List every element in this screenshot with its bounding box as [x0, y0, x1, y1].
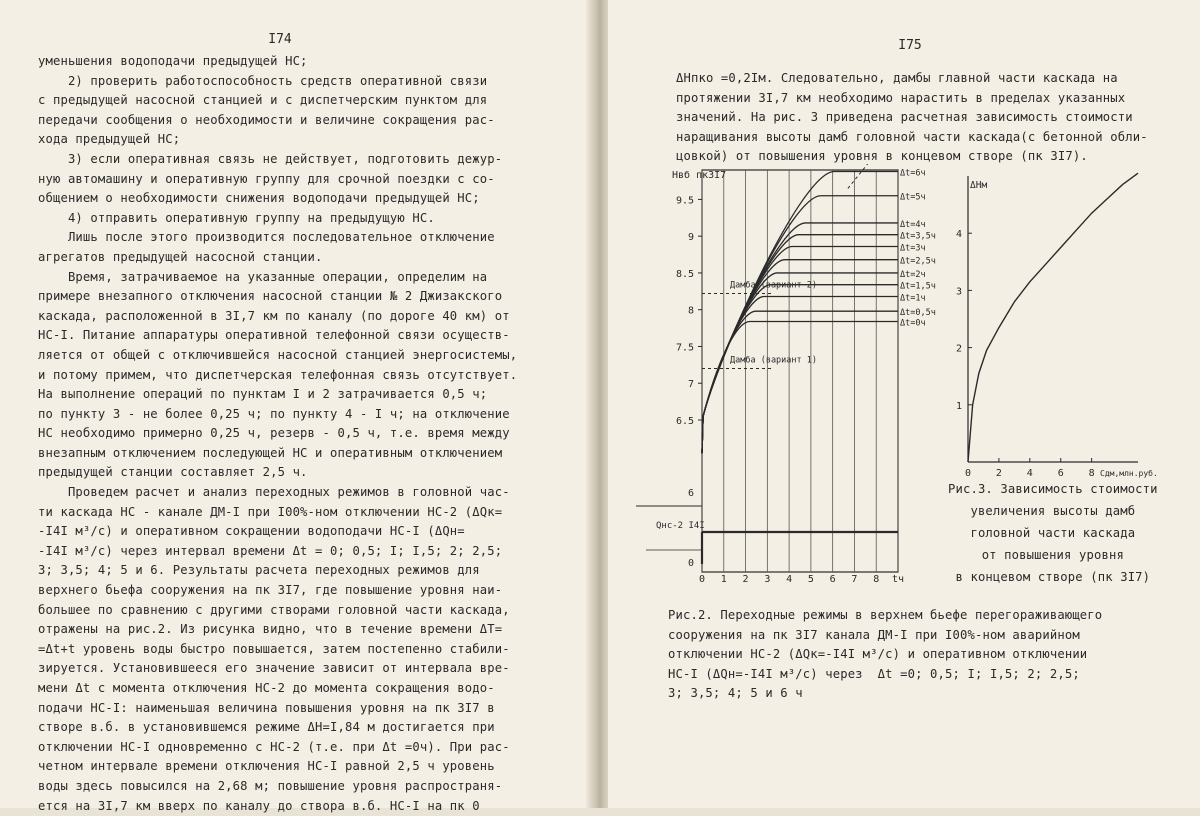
text-line: ΔHпко =0,2Iм. Следовательно, дамбы главной части каскада на [676, 71, 1118, 85]
y-tick-label: 7.5 [675, 342, 694, 354]
series-line [702, 311, 898, 453]
series-label: Δt=2,5ч [900, 256, 936, 267]
envelope-dashed-line [848, 164, 868, 188]
x-tick-label: 8 [1088, 468, 1095, 479]
text-line: наращивания высоты дамб головной части каскада(с бетонной обли- [676, 129, 1148, 144]
text-line: Рис.3. Зависимость стоимости [948, 482, 1158, 496]
text-line: общением о необходимости снижения водоподачи предыдущей НС; [38, 191, 480, 206]
y-tick-label: 6.5 [675, 416, 694, 427]
text-line: зируется. Установившееся его значение зависит от интервала вре- [38, 661, 510, 676]
text-line: ную автомашину и оперативную группу для срочной поездки с со- [38, 171, 495, 186]
series-label: Δt=0,5ч [900, 308, 936, 319]
series-label: Δt=6ч [900, 168, 926, 179]
y-tick-label: 9.5 [675, 195, 694, 207]
text-line: головной части каскада [970, 526, 1136, 540]
text-line: по пункту 3 - не более 0,25 ч; по пункту 4 - I ч; на отключение [38, 406, 510, 421]
series-label: Δt=5ч [900, 192, 926, 203]
x-tick-label: 6 [829, 574, 836, 585]
text-line: значений. На рис. 3 приведена расчетная зависимость стоимости [676, 110, 1133, 125]
text-line: створе в.б. в установившемся режиме ΔH=I,84 м достигается при [38, 720, 495, 735]
text-line: и потому примем, что диспетчерская телефонная связь отсутствует. [38, 367, 518, 382]
text-line: протяжении 3I,7 км необходимо нарастить в пределах указанных [676, 90, 1126, 105]
text-line: ти каскада НС - канале ДМ-I при I00%-ном отключении НС-2 (ΔQк= [38, 504, 503, 519]
y-tick-label: 2 [955, 343, 962, 355]
text-line: Рис.2. Переходные режимы в верхнем бьефе перегораживающего [668, 608, 1103, 622]
series-label: Δt=1ч [900, 293, 926, 304]
y-tick-label: 8 [687, 305, 694, 317]
lower-panel-label: Qнс-2 I4I [656, 521, 705, 531]
text-line: ляется от общей с отключившейся насосной станцией энергосистемы, [38, 347, 518, 362]
y-tick-label: 3 [955, 286, 962, 298]
x-tick-label: 8 [873, 574, 880, 585]
x-axis-label: Сдм,млн.руб. [1100, 469, 1158, 478]
text-line: мени Δt с момента отключения НС-2 до момента сокращения водо- [38, 681, 495, 695]
x-tick-label: 1 [720, 574, 727, 585]
text-line: отключении НС-I одновременно с НС-2 (т.е. при Δt =0ч). При рас- [38, 739, 510, 754]
fig3-chart [938, 162, 1158, 482]
y-axis-label: ΔHм [970, 180, 988, 191]
text-line: верхнего бьефа сооружения на пк 3I7, где повышение уровня наи- [38, 583, 503, 598]
text-line: большее по сравнению с другими створами головной части каскада, [38, 602, 510, 617]
plot-frame [702, 170, 898, 572]
fig2-caption [668, 606, 1102, 704]
text-line: каскада, расположенной в 3I,7 км по каналу (по дороге 40 км) от [38, 308, 510, 323]
x-tick-label: 2 [995, 468, 1002, 479]
text-line: НС-I (ΔQн=-I4I м³/с) через Δt =0; 0,5; I; I,5; 2; 2,5; [668, 666, 1080, 681]
text-line: Лишь после этого производится последовательное отключение [38, 230, 495, 245]
page-number: I75 [898, 38, 922, 53]
x-tick-label: tч [891, 574, 905, 585]
x-tick-label: 4 [1026, 468, 1033, 479]
y-axis-label: Hвб пк3I7 [672, 170, 727, 181]
left-page-body [38, 52, 517, 816]
text-line: -I4I м³/с) через интервал времени Δt = 0; 0,5; I; I,5; 2; 2,5; [38, 543, 503, 558]
text-line: четном интервале времени отключения НС-I равной 2,5 ч уровень [38, 759, 495, 774]
text-line: 2) проверить работоспособность средств оперативной связи [38, 73, 488, 88]
text-line: 3) если оперативная связь не действует, подготовить дежур- [38, 151, 503, 166]
text-line: уменьшения водоподачи предыдущей НС; [38, 54, 308, 68]
dam-label: Дамба (вариант 1) [730, 355, 817, 366]
text-line: увеличения высоты дамб [970, 504, 1136, 518]
x-tick-label: 0 [698, 574, 706, 585]
cost-curve [968, 173, 1138, 462]
x-tick-label: 3 [764, 574, 771, 585]
y-tick-label: 7 [687, 379, 694, 391]
text-line: отражены на рис.2. Из рисунка видно, что в течение времени ΔT= [38, 622, 503, 637]
text-line: 3; 3,5; 4; 5 и 6 ч [668, 686, 803, 701]
text-line: в концевом створе (пк 3I7) [955, 570, 1151, 584]
series-label: Δt=4ч [900, 219, 926, 230]
x-tick-label: 0 [964, 468, 972, 479]
text-line: внезапным отключением последующей НС и оперативным отключением [38, 445, 503, 460]
left-page [0, 0, 592, 813]
series-line [702, 321, 898, 453]
text-line: подачи НС-I: наименьшая величина повышения уровня на пк 3I7 в [38, 700, 495, 715]
text-line: =Δt+t уровень воды быстро повышается, затем постепенно стабили- [38, 641, 510, 656]
text-line: агрегатов предыдущей насосной станции. [38, 249, 323, 264]
y-tick-label: 8.5 [675, 268, 694, 280]
text-line: НС необходимо примерно 0,25 ч, резерв - 0,5 ч, т.е. время между [38, 426, 510, 441]
text-line: с предыдущей насосной станцией и с диспетчерским пунктом для [38, 93, 488, 108]
text-line: -I4I м³/с) и оперативном сокращении водоподачи НС-I (ΔQн= [38, 524, 465, 539]
text-line: от повышения уровня [981, 548, 1124, 562]
series-line [702, 285, 898, 453]
text-line: ется на 3I,7 км вверх по каналу до створа в.б. НС-I на пк 0 [38, 798, 480, 813]
x-tick-label: 4 [786, 574, 793, 585]
series-label: Δt=3,5ч [900, 231, 936, 242]
page-number: I74 [268, 32, 292, 47]
series-line [702, 171, 898, 453]
text-line: НС-I. Питание аппаратуры оперативной телефонной связи осуществ- [38, 328, 510, 343]
text-line: 3; 3,5; 4; 5 и 6. Результаты расчета переходных режимов для [38, 563, 480, 578]
text-line: примере внезапного отключения насосной станции № 2 Джизакского [38, 289, 503, 304]
text-line: предыдущей станции составляет 2,5 ч. [38, 465, 308, 480]
fig3-caption [948, 478, 1158, 588]
text-line: передачи сообщения о необходимости и величине сокращения рас- [38, 112, 495, 127]
text-line: хода предыдущей НС; [38, 132, 181, 147]
series-line [702, 296, 898, 453]
right-page [608, 0, 1200, 808]
right-page-body [676, 69, 1148, 167]
fig2-chart [626, 162, 946, 585]
series-line [702, 246, 898, 453]
x-tick-label: 2 [742, 574, 749, 585]
y-tick-label: 9 [687, 232, 694, 244]
series-label: Δt=1,5ч [900, 281, 936, 292]
y-tick-label: 6 [687, 488, 694, 499]
lower-panel-tick: 0 [687, 558, 694, 569]
series-label: Δt=2ч [900, 269, 926, 280]
x-tick-label: 6 [1057, 468, 1064, 479]
text-line: Время, затрачиваемое на указанные операции, определим на [38, 269, 488, 284]
y-tick-label: 1 [955, 400, 962, 412]
x-tick-label: 7 [851, 574, 858, 585]
text-line: На выполнение операций по пунктам I и 2 затрачивается 0,5 ч; [38, 387, 488, 402]
text-line: Проведем расчет и анализ переходных режимов в головной час- [38, 485, 510, 500]
text-line: 4) отправить оперативную группу на предыдущую НС. [38, 210, 435, 225]
y-tick-label: 4 [955, 229, 962, 241]
text-line: отключении НС-2 (ΔQк=-I4I м³/с) и оперативном отключении [668, 647, 1088, 662]
x-tick-label: 5 [807, 574, 814, 585]
series-line [702, 235, 898, 453]
series-label: Δt=0ч [900, 318, 926, 329]
dam-label: Дамба (вариант 2) [730, 280, 817, 291]
text-line: воды здесь повысился на 2,68 м; повышение уровня распространя- [38, 778, 503, 793]
series-label: Δt=3ч [900, 243, 926, 254]
text-line: сооружения на пк 3I7 канала ДМ-I при I00%-ном аварийном [668, 627, 1080, 642]
text-line: цовкой) от повышения уровня в концевом створе (пк 3I7). [676, 149, 1088, 164]
